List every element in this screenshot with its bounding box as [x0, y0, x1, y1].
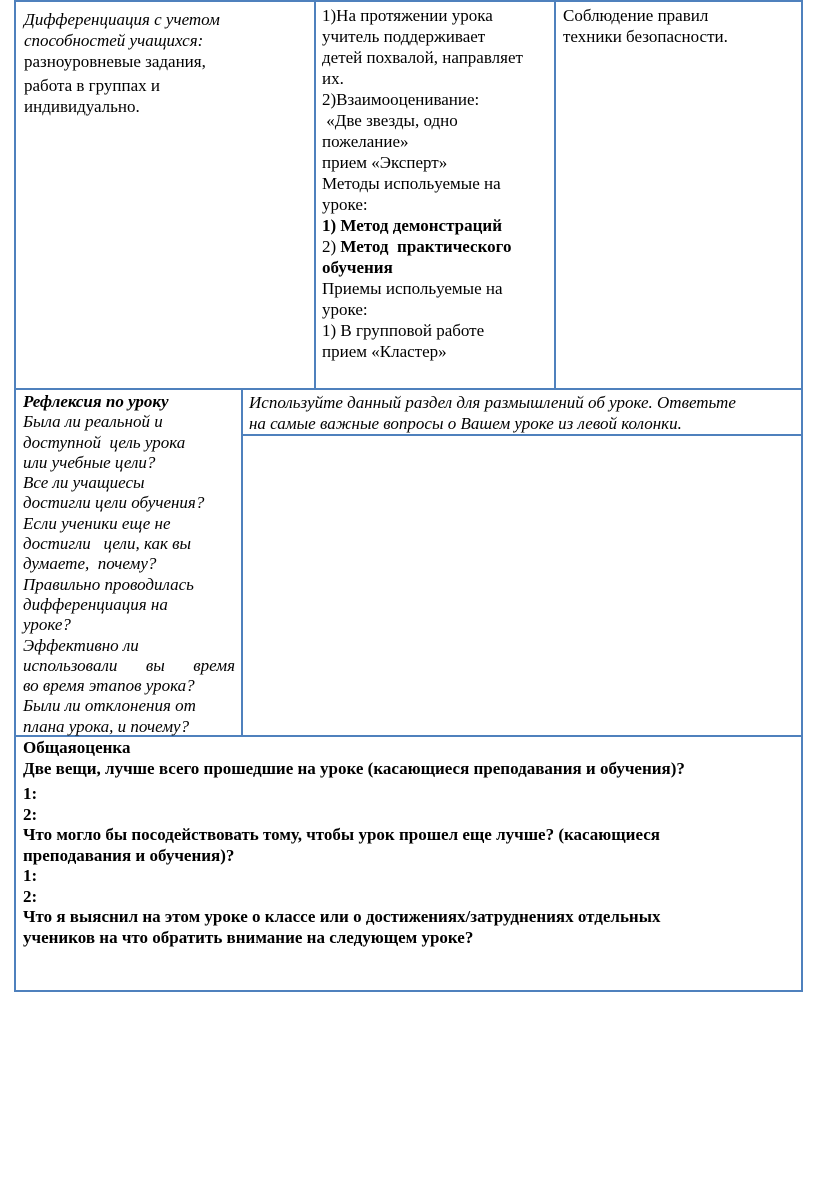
reflection-question: во время этапов урока? [23, 676, 195, 696]
differentiation-heading-1: Дифференциация с учетом [24, 10, 220, 29]
methods-line: 1)На протяжении урока [322, 6, 493, 25]
methods-line: прием «Кластер» [322, 342, 447, 361]
reflection-question: Если ученики еще не [23, 513, 171, 533]
reflection-question: дифференциация на [23, 594, 168, 614]
reflection-question: достигли цели, как вы [23, 534, 192, 554]
methods-line: 2)Взаимооценивание: [322, 90, 480, 109]
differentiation-cell [24, 9, 309, 117]
safety-text-2: техники безопасности. [563, 27, 728, 46]
reflection-instruction-cell [249, 392, 797, 434]
methods-line: 1) В групповой работе [322, 321, 485, 340]
summary-answer-1-1: 1: [23, 784, 38, 803]
reflection-question: Все ли учащиесы [23, 473, 145, 493]
row-divider-1 [14, 388, 803, 390]
summary-question-3: Что я выяснил на этом уроке о классе или о достижениях/затруднениях отдельных [23, 907, 661, 926]
summary-cell [23, 738, 798, 948]
reflection-question: или учебные цели? [23, 452, 156, 472]
methods-line: пожелание» [322, 132, 409, 151]
reflection-question: плана урока, и почему? [23, 716, 190, 736]
differentiation-text-1: разноуровневые задания, [24, 52, 206, 71]
methods-line: прием «Эксперт» [322, 153, 448, 172]
method-practical-label-2: обучения [322, 258, 393, 277]
methods-line: их. [322, 69, 344, 88]
methods-line: детей похвалой, направляет [322, 48, 523, 67]
methods-line: учитель поддерживает [322, 27, 486, 46]
summary-question-3: учеников на что обратить внимание на следующем уроке? [23, 927, 474, 947]
differentiation-text-3: индивидуально. [24, 97, 140, 116]
differentiation-heading-2: способностей учащихся: [24, 31, 204, 50]
reflection-question: Были ли отклонения от [23, 696, 196, 716]
reflection-word: вы [145, 655, 165, 675]
methods-line: «Две звезды, одно [322, 111, 458, 130]
method-practical-label: Метод практического [336, 237, 512, 256]
reflection-word: использовали [23, 655, 118, 675]
reflection-question: Правильно проводилась [23, 574, 194, 594]
method-practical-number: 2) [322, 237, 337, 256]
summary-question-2: Что могло бы посодействовать тому, чтобы урок прошел еще лучше? (касающиеся [23, 825, 660, 844]
differentiation-text-2: работа в группах и [24, 76, 161, 95]
method-practical [322, 236, 552, 257]
reflection-question-justified [23, 656, 235, 676]
col-divider-2 [554, 0, 556, 389]
method-demonstration: 1) Метод демонстраций [322, 216, 503, 235]
reflection-word: время [193, 655, 235, 675]
summary-question-2: преподавания и обучения)? [23, 845, 235, 865]
reflection-question: доступной цель урока [23, 432, 186, 452]
reflection-instruction-2: на самые важные вопросы о Вашем уроке из левой колонки. [249, 414, 682, 433]
reflection-question: Эффективно ли [23, 635, 139, 655]
summary-answer-1-2: 2: [23, 804, 38, 824]
reflection-question: уроке? [23, 615, 71, 635]
methods-line: Приемы испольуемые на [322, 279, 503, 298]
safety-cell [563, 5, 799, 47]
methods-line: уроке: [322, 300, 368, 319]
reflection-question: думаете, почему? [23, 554, 157, 574]
methods-line: Методы испольуемые на [322, 174, 501, 193]
reflection-question: Была ли реальной и [23, 412, 163, 432]
methods-line: уроке: [322, 195, 368, 214]
reflection-answer-area[interactable] [243, 436, 801, 735]
reflection-questions-cell [23, 392, 235, 737]
reflection-title: Рефлексия по уроку [23, 392, 169, 411]
safety-text-1: Соблюдение правил [563, 6, 709, 25]
summary-title: Общаяоценка [23, 738, 131, 757]
summary-answer-2-1: 1: [23, 866, 38, 885]
methods-cell [322, 5, 552, 362]
summary-answer-2-2: 2: [23, 886, 38, 906]
summary-question-1: Две вещи, лучше всего прошедшие на уроке (касающиеся преподавания и обучения)? [23, 758, 685, 778]
reflection-instruction-1: Используйте данный раздел для размышлений об уроке. Ответьте [249, 393, 736, 412]
reflection-question: достигли цели обучения? [23, 493, 205, 513]
col-divider-1 [314, 0, 316, 389]
